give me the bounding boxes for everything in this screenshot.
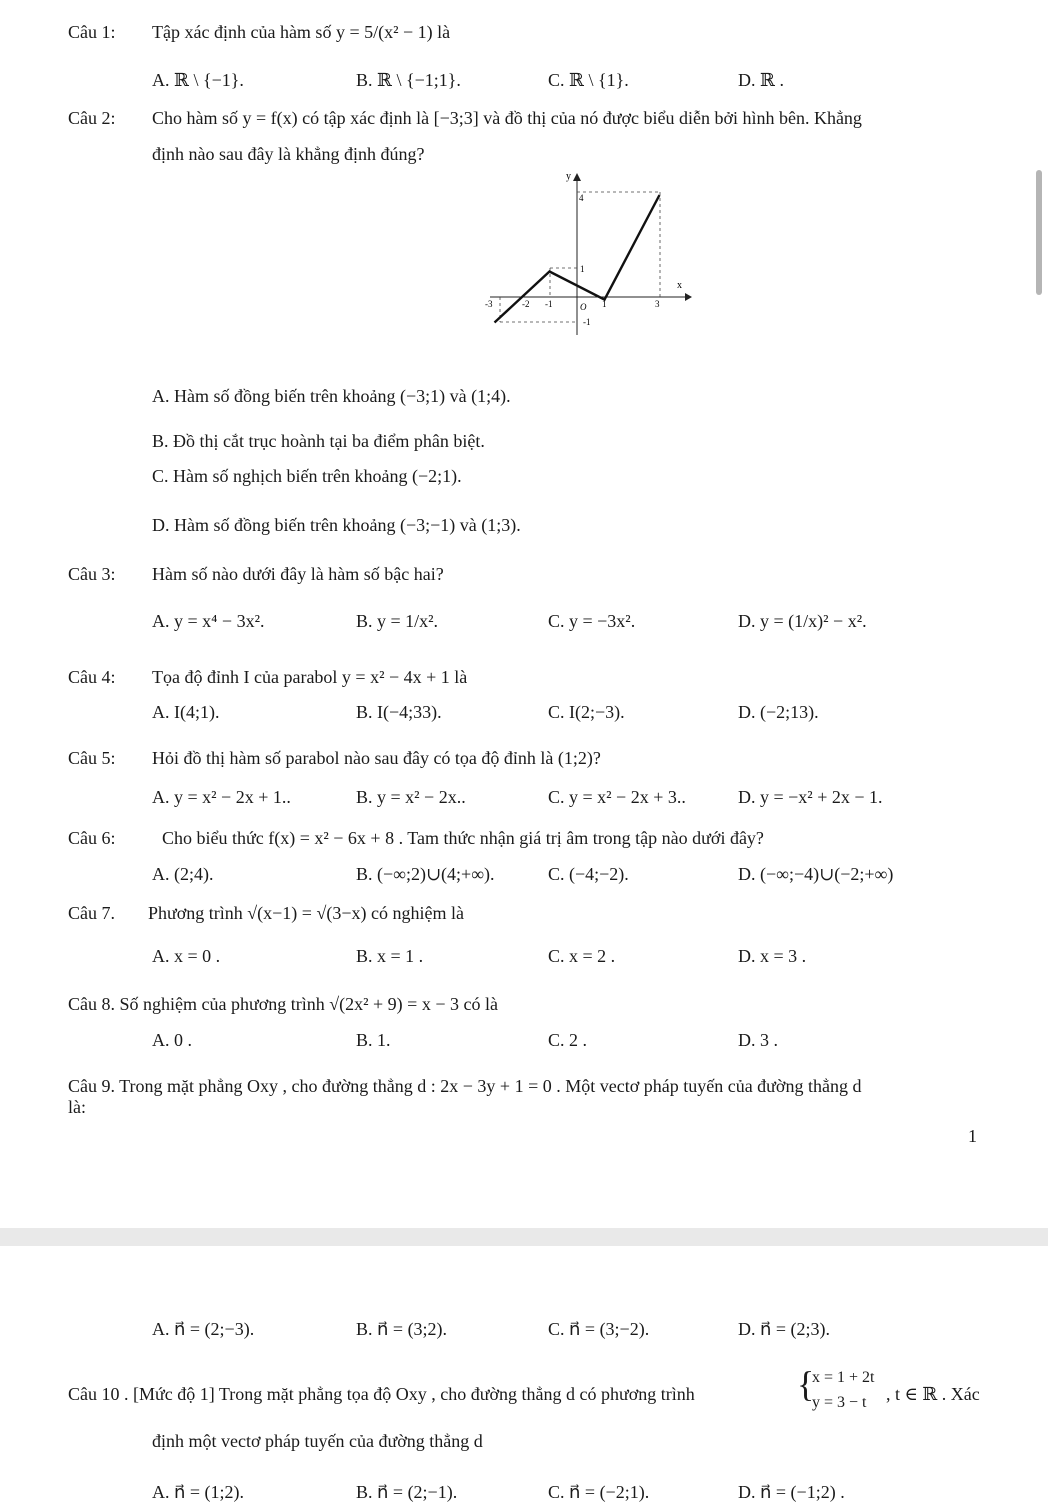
q10-option-c: C. n⃗ = (−2;1). xyxy=(548,1482,650,1502)
tick-y-4: 4 xyxy=(579,193,584,203)
q2-text: Cho hàm số y = f(x) có tập xác định là [−3;3] và đồ thị của nó được biểu diễn bởi hình bên. Khẳng xyxy=(152,108,862,128)
q2-option-b: B. Đồ thị cắt trục hoành tại ba điểm phân biệt. xyxy=(152,431,485,451)
q7-option-d: D. x = 3 . xyxy=(738,946,807,966)
q3-text: Hàm số nào dưới đây là hàm số bậc hai? xyxy=(152,564,444,584)
q3-option-d: D. y = (1/x)² − x². xyxy=(738,611,867,631)
q8-option-a: A. 0 . xyxy=(152,1030,192,1050)
q6-option-c: C. (−4;−2). xyxy=(548,864,629,884)
q4-option-b: B. I(−4;33). xyxy=(356,702,442,722)
q2-option-d: D. Hàm số đồng biến trên khoảng (−3;−1) và (1;3). xyxy=(152,515,521,535)
origin-label: O xyxy=(580,302,587,312)
q7-text: Phương trình √(x−1) = √(3−x) có nghiệm là xyxy=(148,903,464,923)
q10-system-1: x = 1 + 2t xyxy=(812,1369,875,1386)
x-axis-label: x xyxy=(677,280,682,291)
y-axis-label: y xyxy=(566,171,571,182)
q8-option-b: B. 1. xyxy=(356,1030,391,1050)
x-axis-arrow xyxy=(685,293,692,301)
q6-text: Cho biểu thức f(x) = x² − 6x + 8 . Tam thức nhận giá trị âm trong tập nào dưới đây? xyxy=(162,828,764,848)
q10-text: Câu 10 . [Mức độ 1] Trong mặt phẳng tọa độ Oxy , cho đường thẳng d có phương trình xyxy=(68,1384,695,1404)
q4-option-c: C. I(2;−3). xyxy=(548,702,625,722)
q4-option-d: D. (−2;13). xyxy=(738,702,819,722)
q2-option-a: A. Hàm số đồng biến trên khoảng (−3;1) và (1;4). xyxy=(152,386,511,406)
q10-option-a: A. n⃗ = (1;2). xyxy=(152,1482,245,1502)
tick-x-minus3: -3 xyxy=(485,299,493,309)
q4-text: Tọa độ đỉnh I của parabol y = x² − 4x + 1 là xyxy=(152,667,468,687)
q5-option-b: B. y = x² − 2x.. xyxy=(356,787,466,807)
q2-option-c: C. Hàm số nghịch biến trên khoảng (−2;1). xyxy=(152,466,462,486)
q9-option-c: C. n⃗ = (3;−2). xyxy=(548,1319,650,1339)
q1-label: Câu 1: xyxy=(68,22,116,42)
tick-y-1: 1 xyxy=(580,264,585,274)
page-break xyxy=(0,1228,1048,1246)
q6-label: Câu 6: xyxy=(68,828,116,848)
q9-text: Câu 9. Trong mặt phẳng Oxy , cho đường thẳng d : 2x − 3y + 1 = 0 . Một vectơ pháp tuyến của đường thẳng d xyxy=(68,1076,862,1096)
q1-option-a: A. ℝ \ {−1}. xyxy=(152,70,244,90)
tick-x-3: 3 xyxy=(655,299,660,309)
q10-option-b: B. n⃗ = (2;−1). xyxy=(356,1482,458,1502)
q7-label: Câu 7. xyxy=(68,903,115,923)
q4-option-a: A. I(4;1). xyxy=(152,702,220,722)
q5-text: Hỏi đồ thị hàm số parabol nào sau đây có tọa độ đỉnh là (1;2)? xyxy=(152,748,601,768)
q5-option-a: A. y = x² − 2x + 1.. xyxy=(152,787,291,807)
q10-suffix: , t ∈ ℝ . Xác xyxy=(886,1384,980,1404)
q7-option-a: A. x = 0 . xyxy=(152,946,221,966)
q3-option-a: A. y = x⁴ − 3x². xyxy=(152,611,265,631)
tick-x-1: 1 xyxy=(602,299,607,309)
q9-option-d: D. n⃗ = (2;3). xyxy=(738,1319,831,1339)
q3-option-c: C. y = −3x². xyxy=(548,611,636,631)
q6-option-a: A. (2;4). xyxy=(152,864,214,884)
q10-brace: { xyxy=(797,1364,815,1404)
q10-system-2: y = 3 − t xyxy=(812,1394,867,1411)
q5-option-d: D. y = −x² + 2x − 1. xyxy=(738,787,883,807)
q8-option-c: C. 2 . xyxy=(548,1030,588,1050)
q2-label: Câu 2: xyxy=(68,108,116,128)
q6-option-b: B. (−∞;2)∪(4;+∞). xyxy=(356,864,495,884)
q10-text-line2: định một vectơ pháp tuyến của đường thẳng d xyxy=(152,1431,483,1451)
y-axis-arrow xyxy=(573,173,581,181)
tick-y-minus1: -1 xyxy=(583,317,591,327)
q6-option-d: D. (−∞;−4)∪(−2;+∞) xyxy=(738,864,894,884)
function-graph xyxy=(470,165,700,345)
q8-text: Câu 8. Số nghiệm của phương trình √(2x² + 9) = x − 3 có là xyxy=(68,994,498,1014)
q7-option-c: C. x = 2 . xyxy=(548,946,616,966)
tick-x-minus2: -2 xyxy=(522,299,530,309)
q3-option-b: B. y = 1/x². xyxy=(356,611,439,631)
q9-text-line2: là: xyxy=(68,1097,86,1117)
q4-label: Câu 4: xyxy=(68,667,116,687)
q9-option-a: A. n⃗ = (2;−3). xyxy=(152,1319,255,1339)
q1-option-d: D. ℝ . xyxy=(738,70,784,90)
q7-option-b: B. x = 1 . xyxy=(356,946,424,966)
scrollbar[interactable] xyxy=(1036,170,1042,295)
page-number: 1 xyxy=(968,1126,977,1146)
q1-option-c: C. ℝ \ {1}. xyxy=(548,70,629,90)
q5-label: Câu 5: xyxy=(68,748,116,768)
q9-option-b: B. n⃗ = (3;2). xyxy=(356,1319,448,1339)
q1-option-b: B. ℝ \ {−1;1}. xyxy=(356,70,461,90)
tick-x-minus1: -1 xyxy=(545,299,553,309)
q1-text: Tập xác định của hàm số y = 5/(x² − 1) là xyxy=(152,22,451,42)
q3-label: Câu 3: xyxy=(68,564,116,584)
q5-option-c: C. y = x² − 2x + 3.. xyxy=(548,787,686,807)
q10-option-d: D. n⃗ = (−1;2) . xyxy=(738,1482,845,1502)
q8-option-d: D. 3 . xyxy=(738,1030,778,1050)
q2-text-line2: định nào sau đây là khẳng định đúng? xyxy=(152,144,425,164)
